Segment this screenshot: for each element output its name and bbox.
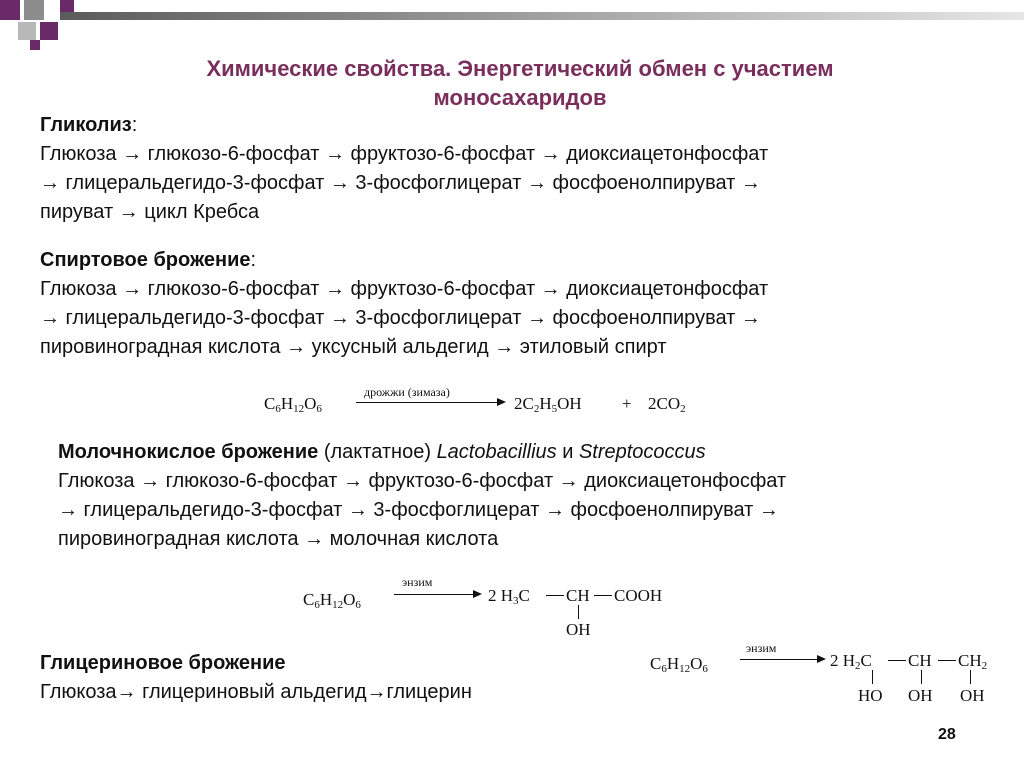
deco-square <box>30 40 40 50</box>
lactic-heading: Молочнокислое брожение <box>58 441 319 463</box>
deco-square <box>24 0 44 20</box>
title-line-2: моносахаридов <box>433 85 607 110</box>
reaction-arrow <box>394 594 480 595</box>
deco-square <box>40 22 58 40</box>
lactic-and: и <box>556 441 579 463</box>
alcoholic-section <box>40 246 768 362</box>
reactant-formula: $C_6H_{12}O_6$ <box>303 590 361 611</box>
product-co2: $2CO_2$ <box>648 394 686 415</box>
deco-square <box>0 0 20 20</box>
glycolysis-heading: Гликолиз <box>40 114 132 136</box>
bond-line <box>888 660 906 661</box>
glycolysis-line: Глюкоза → глюкозо-6-фосфат → фруктозо-6-фосфат → диоксиацетонфосфат <box>40 143 769 165</box>
lactic-line: пировиноградная кислота → молочная кислота <box>58 528 499 550</box>
reactant-formula: $C_6H_{12}O_6$ <box>650 654 708 675</box>
product-ethanol: $2C_2H_5OH$ <box>514 394 582 415</box>
bond-line <box>578 605 579 619</box>
product-glycerol: 2 $H_2C$ <box>830 651 872 672</box>
bond-line <box>546 595 564 596</box>
glycerol-heading: Глицериновое брожение <box>40 652 286 674</box>
glycolysis-line: пируват → цикл Кребса <box>40 201 260 223</box>
glycolysis-colon: : <box>131 114 138 136</box>
reaction-arrow <box>356 402 504 403</box>
product-lactic-acid: 2 $H_3C$ <box>488 586 530 607</box>
organism-lactobacillus: Lactobacillius <box>436 441 557 463</box>
title-line-1: Химические свойства. Энергетический обмен с участием <box>206 56 834 81</box>
bond-line <box>970 670 971 684</box>
reaction-condition: дрожжи (зимаза) <box>364 385 450 399</box>
organism-streptococcus: Streptococcus <box>578 441 706 463</box>
product-oh: OH <box>960 686 985 705</box>
deco-square <box>18 22 36 40</box>
lactic-section <box>58 438 786 554</box>
plus-sign: + <box>622 394 632 413</box>
product-ch: CH <box>908 651 932 670</box>
corner-decoration <box>0 0 1024 52</box>
product-oh: OH <box>566 620 591 639</box>
product-ch2: $CH_2$ <box>958 651 988 672</box>
slide-title <box>60 54 980 112</box>
alcoholic-line: → глицеральдегидо-3-фосфат → 3-фосфоглицерат → фосфоенолпируват → <box>40 307 761 329</box>
glycolysis-line: → глицеральдегидо-3-фосфат → 3-фосфоглицерат → фосфоенолпируват → <box>40 172 761 194</box>
product-cooh: COOH <box>614 586 663 605</box>
lactic-line: → глицеральдегидо-3-фосфат → 3-фосфоглицерат → фосфоенолпируват → <box>58 499 779 521</box>
bond-line <box>594 595 612 596</box>
header-bar <box>60 12 1024 20</box>
product-ch: CH <box>566 586 590 605</box>
glycerol-line: Глюкоза→ глицериновый альдегид→глицерин <box>40 681 472 703</box>
bond-line <box>938 660 956 661</box>
lactic-note: (лактатное) <box>318 441 437 463</box>
product-ho: HO <box>858 686 883 705</box>
alcoholic-heading: Спиртовое брожение <box>40 249 251 271</box>
alcoholic-line: пировиноградная кислота → уксусный альдегид → этиловый спирт <box>40 336 667 358</box>
alcoholic-line: Глюкоза → глюкозо-6-фосфат → фруктозо-6-фосфат → диоксиацетонфосфат <box>40 278 769 300</box>
lactic-line: Глюкоза → глюкозо-6-фосфат → фруктозо-6-фосфат → диоксиацетонфосфат <box>58 470 787 492</box>
reaction-arrow <box>740 659 824 660</box>
bond-line <box>872 670 873 684</box>
glycerol-section <box>40 649 472 707</box>
page-number: 28 <box>938 726 956 743</box>
glycolysis-section <box>40 111 768 227</box>
reaction-condition: энзим <box>746 641 777 655</box>
reaction-condition: энзим <box>402 575 433 589</box>
bond-line <box>921 670 922 684</box>
reactant-formula: $C_6H_{12}O_6$ <box>264 394 322 415</box>
alcoholic-colon: : <box>250 249 257 271</box>
product-oh: OH <box>908 686 933 705</box>
